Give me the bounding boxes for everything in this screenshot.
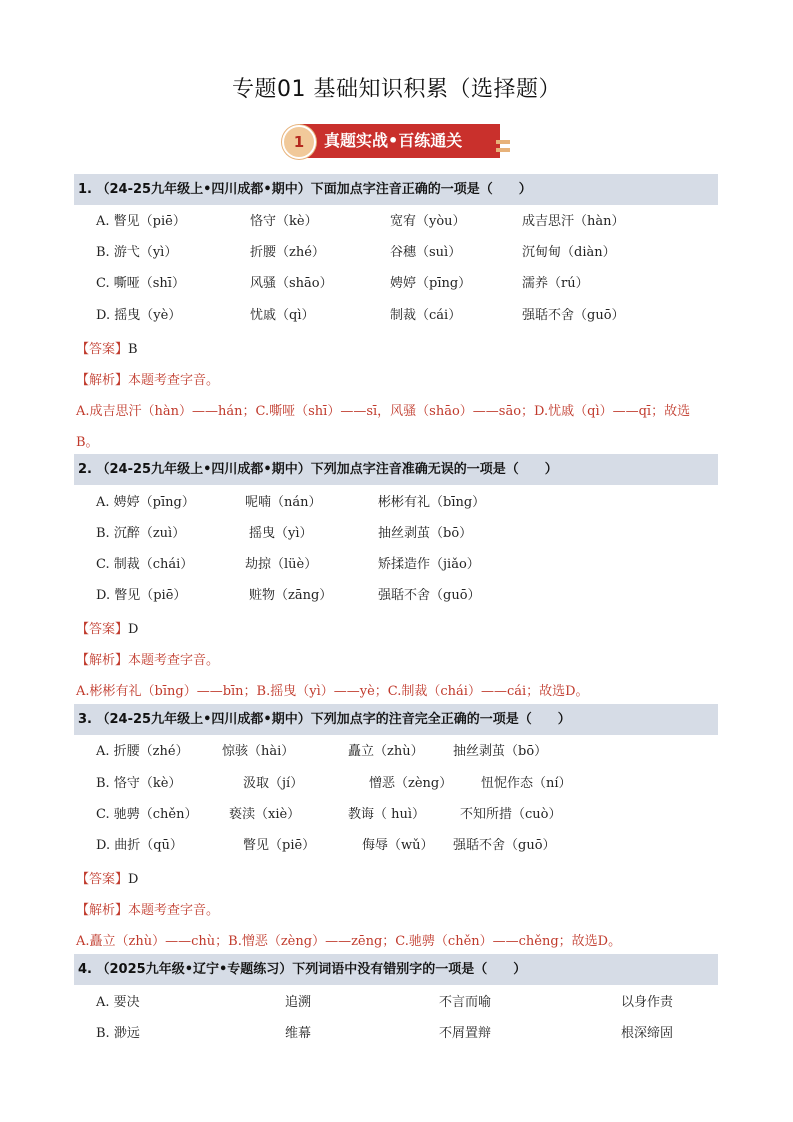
- q3-option-d-3: 侮辱（wǔ）: [362, 838, 434, 853]
- analysis-text: 本题考查字音。: [128, 373, 220, 388]
- q2-analysis: [76, 649, 219, 668]
- q3-option-d-2: 瞥见（piē）: [243, 838, 316, 853]
- q3-option-d-4: 强聒不舍（guō）: [453, 838, 556, 853]
- q1-option-a-2: 恪守（kè）: [250, 214, 318, 229]
- q3-option-c-2: 亵渎（xiè）: [229, 807, 301, 822]
- q4-option-a-4: 以身作责: [621, 995, 674, 1010]
- q3-option-b-2: 汲取（jí）: [243, 776, 304, 791]
- q1-answer: [76, 338, 138, 357]
- q2-option-d-1: D. 瞥见（piē）: [96, 588, 187, 603]
- q3-option-b-1: B. 恪守（kè）: [96, 776, 182, 791]
- q2-option-b-1: B. 沉醉（zuì）: [96, 526, 186, 541]
- q1-detail-line-2: B。: [76, 435, 99, 450]
- answer-tag: 【答案】: [76, 872, 129, 887]
- q1-option-a-3: 宽宥（yòu）: [390, 214, 466, 229]
- q1-option-c-2: 风骚（shāo）: [250, 276, 333, 291]
- q3-option-c-1: C. 驰骋（chěn）: [96, 807, 198, 822]
- q1-option-d-3: 制裁（cái）: [390, 308, 462, 323]
- q3-option-c-4: 不知所措（cuò）: [460, 807, 562, 822]
- q1-option-c-3: 娉婷（pīng）: [390, 276, 472, 291]
- q2-answer: [76, 618, 138, 637]
- answer-value: D: [128, 622, 139, 637]
- analysis-tag: 【解析】: [76, 903, 129, 918]
- q1-option-b-1: B. 游弋（yì）: [96, 245, 178, 260]
- q2-option-d-3: 强聒不舍（guō）: [378, 588, 481, 603]
- banner-label: 真题实战•百练通关: [300, 124, 500, 158]
- q2-option-a-3: 彬彬有礼（bīng）: [378, 495, 486, 510]
- analysis-tag: 【解析】: [76, 373, 129, 388]
- q1-analysis: [76, 369, 219, 388]
- q1-option-b-4: 沉甸甸（diàn）: [522, 245, 616, 260]
- q2-option-a-2: 呢喃（nán）: [245, 495, 322, 510]
- q1-option-a-1: A. 瞥见（piē）: [96, 214, 186, 229]
- q2-option-a-1: A. 娉婷（pīng）: [96, 495, 195, 510]
- q3-option-b-4: 忸怩作态（ní）: [481, 776, 572, 791]
- q1-detail-line-1: A.成吉思汗（hàn）——hán；C.嘶哑（shī）——sī，风骚（shāo）——sāo；D.忧戚（qì）——qī；故选: [76, 404, 691, 419]
- q2-option-d-2: 赃物（zāng）: [249, 588, 333, 603]
- q3-option-a-4: 抽丝剥茧（bō）: [453, 744, 548, 759]
- q3-option-a-3: 矗立（zhù）: [348, 744, 424, 759]
- q3-analysis: [76, 899, 219, 918]
- analysis-text: 本题考查字音。: [128, 903, 220, 918]
- answer-value: B: [128, 342, 138, 357]
- banner-decoration: [496, 148, 510, 152]
- q1-option-a-4: 成吉思汗（hàn）: [522, 214, 625, 229]
- q3-option-b-3: 憎恶（zèng）: [369, 776, 453, 791]
- banner-decoration: [496, 140, 510, 144]
- q3-detail-line-1: A.矗立（zhù）——chù；B.憎恶（zèng）——zēng；C.驰骋（chěn）——chěng；故选D。: [76, 934, 622, 949]
- analysis-tag: 【解析】: [76, 653, 129, 668]
- q1-option-b-3: 谷穗（suì）: [390, 245, 462, 260]
- q4-option-b-3: 不屑置辩: [439, 1026, 492, 1041]
- q4-option-b-2: 维幕: [285, 1026, 312, 1041]
- question-1-stem: 1. （24-25九年级上•四川成都•期中）下面加点字注音正确的一项是（ ）: [78, 182, 532, 197]
- q4-option-a-2: 追溯: [285, 995, 312, 1010]
- analysis-text: 本题考查字音。: [128, 653, 220, 668]
- banner-number: 1: [282, 125, 316, 159]
- q3-option-d-1: D. 曲折（qū）: [96, 838, 183, 853]
- q1-option-d-1: D. 摇曳（yè）: [96, 308, 182, 323]
- q3-answer: [76, 868, 138, 887]
- q2-option-c-2: 劫掠（lüè）: [245, 557, 318, 572]
- q4-option-b-4: 根深缔固: [621, 1026, 674, 1041]
- q1-option-d-2: 忧戚（qì）: [250, 308, 315, 323]
- answer-tag: 【答案】: [76, 622, 129, 637]
- q2-option-b-2: 摇曳（yì）: [249, 526, 313, 541]
- q3-option-a-2: 惊骇（hài）: [222, 744, 295, 759]
- section-banner: [282, 122, 512, 162]
- q2-option-b-3: 抽丝剥茧（bō）: [378, 526, 473, 541]
- question-3-stem: 3. （24-25九年级上•四川成都•期中）下列加点字的注音完全正确的一项是（ ）: [78, 712, 571, 727]
- q1-option-d-4: 强聒不舍（guō）: [522, 308, 625, 323]
- page-title: 专题01 基础知识积累（选择题）: [232, 77, 561, 102]
- question-4-stem: 4. （2025九年级•辽宁•专题练习）下列词语中没有错别字的一项是（ ）: [78, 962, 527, 977]
- q2-option-c-3: 矫揉造作（jiǎo）: [378, 557, 480, 572]
- q2-option-c-1: C. 制裁（chái）: [96, 557, 194, 572]
- q4-option-a-1: A. 要决: [96, 995, 140, 1010]
- q1-option-c-4: 濡养（rú）: [522, 276, 589, 291]
- q4-option-a-3: 不言而喻: [439, 995, 492, 1010]
- answer-tag: 【答案】: [76, 342, 129, 357]
- question-2-stem: 2. （24-25九年级上•四川成都•期中）下列加点字注音准确无误的一项是（ ）: [78, 462, 558, 477]
- q2-detail-line-1: A.彬彬有礼（bīng）——bīn；B.摇曳（yì）——yè；C.制裁（chái）——cái；故选D。: [76, 684, 589, 699]
- answer-value: D: [128, 872, 139, 887]
- q4-option-b-1: B. 渺远: [96, 1026, 140, 1041]
- q3-option-c-3: 教诲（ huì）: [348, 807, 426, 822]
- q1-option-c-1: C. 嘶哑（shī）: [96, 276, 185, 291]
- q1-option-b-2: 折腰（zhé）: [250, 245, 325, 260]
- q3-option-a-1: A. 折腰（zhé）: [96, 744, 189, 759]
